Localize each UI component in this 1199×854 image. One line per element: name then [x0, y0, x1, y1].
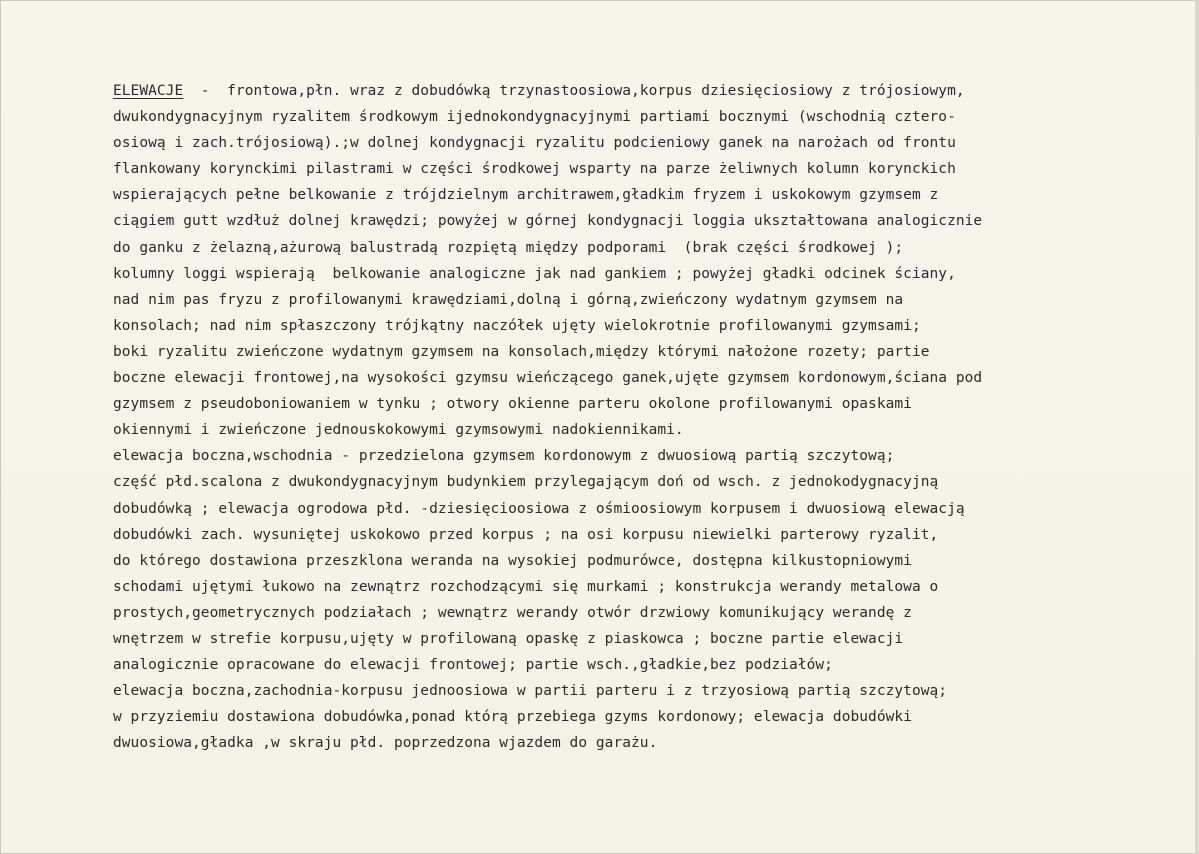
text-line: nad nim pas fryzu z profilowanymi krawędziami,dolną i górną,zwieńczony wydatnym gzymsem na	[113, 291, 904, 308]
typed-text-block	[113, 78, 1123, 756]
text-line: osiową i zach.trójosiową).;w dolnej kondygnacji ryzalitu podcieniowy ganek na narożach od frontu	[113, 135, 956, 152]
text-line: elewacja boczna,zachodnia-korpusu jednoosiowa w partii parteru i z trzyosiową partią szczytową;	[113, 683, 948, 700]
text-line: w przyziemiu dostawiona dobudówka,ponad którą przebiega gzyms kordonowy; elewacja dobudówki	[113, 709, 912, 726]
text-line: konsolach; nad nim spłaszczony trójkątny naczółek ujęty wielokrotnie profilowanymi gzymsami;	[113, 317, 921, 334]
text-line: dwuosiowa,gładka ,w skraju płd. poprzedzona wjazdem do garażu.	[113, 735, 658, 752]
text-line-1	[113, 78, 1123, 104]
text-line: do ganku z żelazną,ażurową balustradą rozpiętą między podporami (brak części środkowej );	[113, 239, 904, 256]
text-line: boczne elewacji frontowej,na wysokości gzymsu wieńczącego ganek,ujęte gzymsem kordonowym,ściana pod	[113, 370, 983, 387]
text-line: flankowany korynckimi pilastrami w części środkowej wsparty na parze żeliwnych kolumn korynckich	[113, 161, 956, 178]
text-line: okiennymi i zwieńczone jednouskokowymi gzymsowymi nadokiennikami.	[113, 422, 684, 439]
section-heading: ELEWACJE	[113, 83, 184, 99]
text-line: gzymsem z pseudoboniowaniem w tynku ; otwory okienne parteru okolone profilowanymi opaskami	[113, 396, 912, 413]
text-line: prostych,geometrycznych podziałach ; wewnątrz werandy otwór drzwiowy komunikujący werandę z	[113, 604, 912, 621]
text-line: kolumny loggi wspierają belkowanie analogiczne jak nad gankiem ; powyżej gładki odcinek ściany,	[113, 265, 956, 282]
text-line: analogicznie opracowane do elewacji frontowej; partie wsch.,gładkie,bez podziałów;	[113, 657, 833, 674]
text-line: elewacja boczna,wschodnia - przedzielona gzymsem kordonowym z dwuosiową partią szczytową;	[113, 448, 895, 465]
card-edge	[1195, 0, 1199, 854]
text-line: wspierających pełne belkowanie z trójdzielnym architrawem,gładkim fryzem i uskokowym gzymsem z	[113, 187, 939, 204]
text-line: wnętrzem w strefie korpusu,ujęty w profilowaną opaskę z piaskowca ; boczne partie elewacji	[113, 630, 904, 647]
text-line: do którego dostawiona przeszklona weranda na wysokiej podmurówce, dostępna kilkustopniowymi	[113, 552, 912, 569]
text-line: ciągiem gutt wzdłuż dolnej krawędzi; powyżej w górnej kondygnacji loggia ukształtowana analogicznie	[113, 213, 983, 230]
text-line: schodami ujętymi łukowo na zewnątrz rozchodzącymi się murkami ; konstrukcja werandy metalowa o	[113, 578, 939, 595]
text-line: boki ryzalitu zwieńczone wydatnym gzymsem na konsolach,między którymi nałożone rozety; partie	[113, 343, 930, 360]
text-line: część płd.scalona z dwukondygnacyjnym budynkiem przylegającym doń od wsch. z jednokodygnacyjną	[113, 474, 939, 491]
text-line: dobudówki zach. wysuniętej uskokowo przed korpus ; na osi korpusu niewielki parterowy ryzalit,	[113, 526, 939, 543]
text-line: dobudówką ; elewacja ogrodowa płd. -dziesięcioosiowa z ośmioosiowym korpusem i dwuosiową elewacją	[113, 500, 965, 517]
text-line-1-content: - frontowa,płn. wraz z dobudówką trzynastoosiowa,korpus dziesięciosiowy z trójosiowym,	[183, 83, 965, 99]
text-line: dwukondygnacyjnym ryzalitem środkowym ijednokondygnacyjnymi partiami bocznymi (wschodnią cztero-	[113, 109, 956, 126]
